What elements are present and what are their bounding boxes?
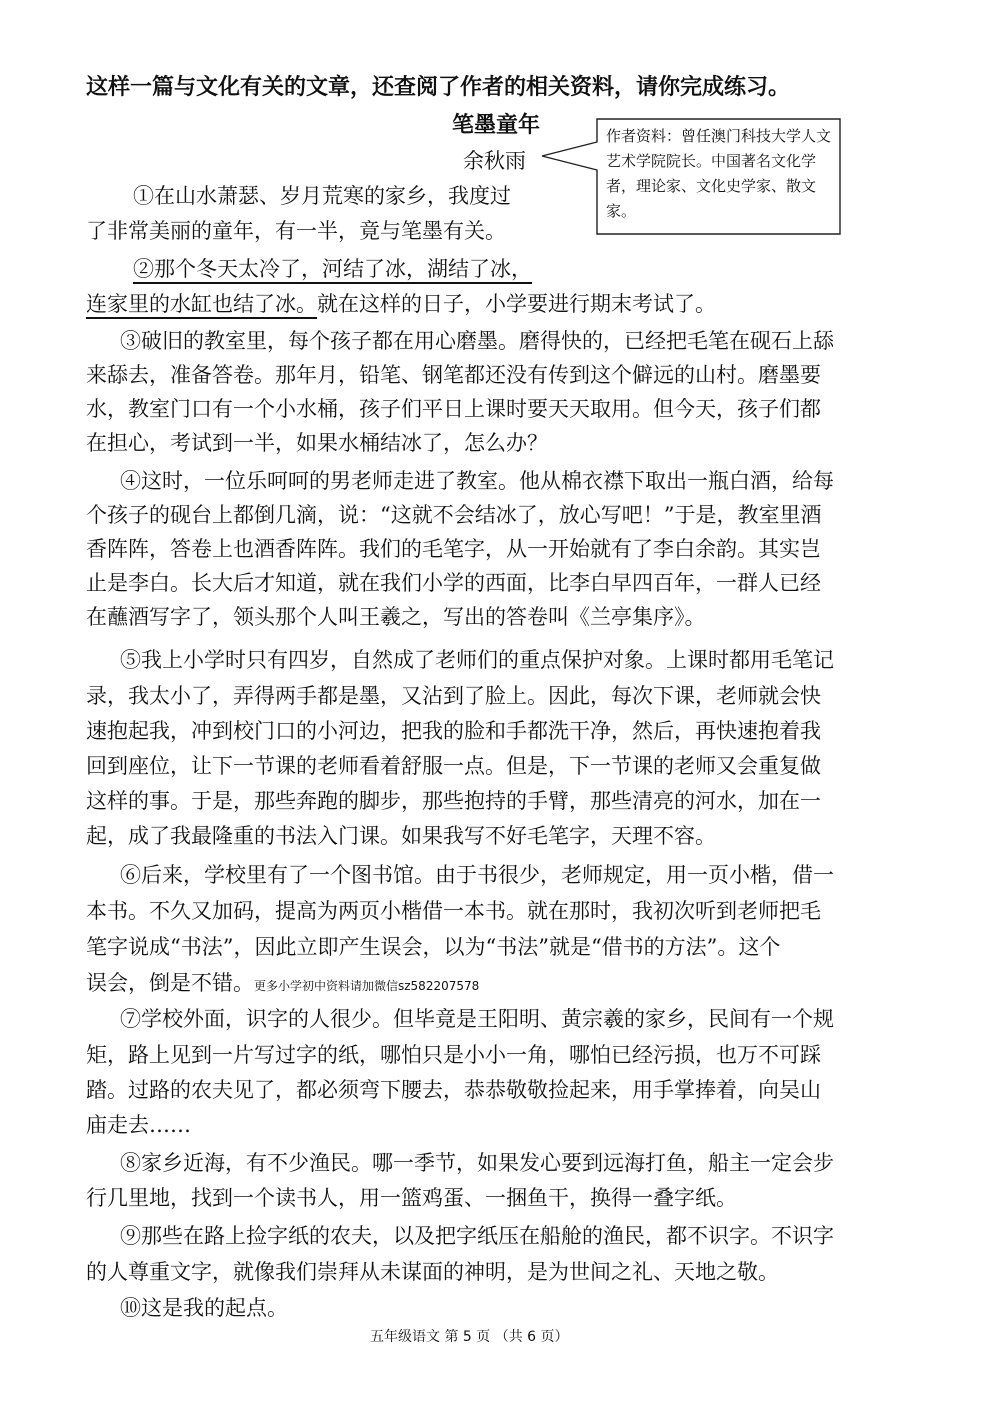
paragraph-line: ⑤我上小学时只有四岁，自然成了老师们的重点保护对象。上课时都用毛笔记 <box>120 648 834 672</box>
article-author: 余秋雨 <box>463 149 526 173</box>
paragraph-line <box>86 967 479 997</box>
paragraph-line: ⑦学校外面，识字的人很少。但毕竟是王阳明、黄宗羲的家乡，民间有一个规 <box>120 1007 834 1031</box>
page-footer: 五年级语文 第 5 页 （共 6 页） <box>370 1329 569 1345</box>
paragraph-line: 速抱起我，冲到校门口的小河边，把我的脸和手都洗干净，然后，再快速抱着我 <box>86 719 821 743</box>
paragraph-line: 在蘸酒写字了，领头那个人叫王羲之，写出的答卷叫《兰亭集序》。 <box>86 605 706 629</box>
paragraph-line: 矩，路上见到一片写过字的纸，哪怕只是小小一角，哪怕已经污损，也万不可踩 <box>86 1043 821 1067</box>
paragraph-line: 了非常美丽的童年，有一半，竟与笔墨有关。 <box>86 219 506 243</box>
paragraph-line: 水，教室门口有一个小水桶，孩子们平日上课时要天天取用。但今天，孩子们都 <box>86 397 821 421</box>
paragraph-line: 踏。过路的农夫见了，都必须弯下腰去，恭恭敬敬捡起来，用手掌捧着，向吴山 <box>86 1078 821 1102</box>
author-note-text: 作者资料：曾任澳门科技大学人文艺术学院院长。中国著名文化学者，理论家、文化史学家、散文家。 <box>606 127 832 220</box>
paragraph-line: 的人尊重文字，就像我们崇拜从未谋面的神明，是为世间之礼、天地之敬。 <box>86 1260 779 1284</box>
paragraph-line: ⑧家乡近海，有不少渔民。哪一季节，如果发心要到远海打鱼，船主一定会步 <box>120 1151 834 1175</box>
paragraph-line-text: 误会，倒是不错。 <box>86 971 254 995</box>
paragraph-line: ①在山水萧瑟、岁月荒寒的家乡，我度过 <box>133 184 511 208</box>
paragraph-line: ⑥后来，学校里有了一个图书馆。由于书很少，老师规定，用一页小楷，借一 <box>120 863 834 887</box>
paragraph-line: 这样的事。于是，那些奔跑的脚步，那些抱持的手臂，那些清亮的河水，加在一 <box>86 789 821 813</box>
paragraph-line: ③破旧的教室里，每个孩子都在用心磨墨。磨得快的，已经把毛笔在砚石上舔 <box>120 329 834 353</box>
paragraph-line: ⑨那些在路上捡字纸的农夫，以及把字纸压在船舱的渔民，都不识字。不识字 <box>120 1224 834 1248</box>
paragraph-line: 在担心，考试到一半，如果水桶结冰了，怎么办？ <box>86 431 548 455</box>
paragraph-line: ④这时，一位乐呵呵的男老师走进了教室。他从棉衣襟下取出一瓶白酒，给每 <box>120 469 834 493</box>
watermark-note: 更多小学初中资料请加微信sz582207578 <box>254 979 480 993</box>
paragraph-line: 庙走去…… <box>86 1113 191 1137</box>
paragraph-line: 回到座位，让下一节课的老师看着舒服一点。但是，下一节课的老师又会重复做 <box>86 754 821 778</box>
paragraph-line-tail: 就在这样的日子，小学要进行期末考试了。 <box>317 292 716 316</box>
paragraph-line: 来舔去，准备答卷。那年月，铅笔、钢笔都还没有传到这个僻远的山村。磨墨要 <box>86 363 821 387</box>
underlined-sentence: 连家里的水缸也结了冰。 <box>86 292 317 316</box>
paragraph-line: 个孩子的砚台上都倒几滴，说：“这就不会结冰了，放心写吧！”于是，教室里酒 <box>86 503 822 527</box>
paragraph-line: 起，成了我最隆重的书法入门课。如果我写不好毛笔字，天理不容。 <box>86 824 716 848</box>
paragraph-line: 录，我太小了，弄得两手都是墨，又沾到了脸上。因此，每次下课，老师就会快 <box>86 684 821 708</box>
underlined-sentence: ②那个冬天太冷了，河结了冰，湖结了冰， <box>133 257 532 281</box>
article-title: 笔墨童年 <box>452 112 541 138</box>
paragraph-line: ⑩这是我的起点。 <box>120 1296 288 1320</box>
paragraph-line <box>86 288 716 318</box>
author-note-callout <box>596 118 840 234</box>
paragraph-line: 香阵阵，答卷上也酒香阵阵。我们的毛笔字，从一开始就有了李白余韵。其实岂 <box>86 537 821 561</box>
paragraph-line: 止是李白。长大后才知道，就在我们小学的西面，比李白早四百年，一群人已经 <box>86 571 821 595</box>
paragraph-line: 行几里地，找到一个读书人，用一篮鸡蛋、一捆鱼干，换得一叠字纸。 <box>86 1186 737 1210</box>
instruction-text: 这样一篇与文化有关的文章，还查阅了作者的相关资料，请你完成练习。 <box>86 75 791 100</box>
paragraph-line: 笔字说成“书法”，因此立即产生误会，以为“书法”就是“借书的方法”。这个 <box>86 935 781 959</box>
paragraph-line: 本书。不久又加码，提高为两页小楷借一本书。就在那时，我初次听到老师把毛 <box>86 899 821 923</box>
